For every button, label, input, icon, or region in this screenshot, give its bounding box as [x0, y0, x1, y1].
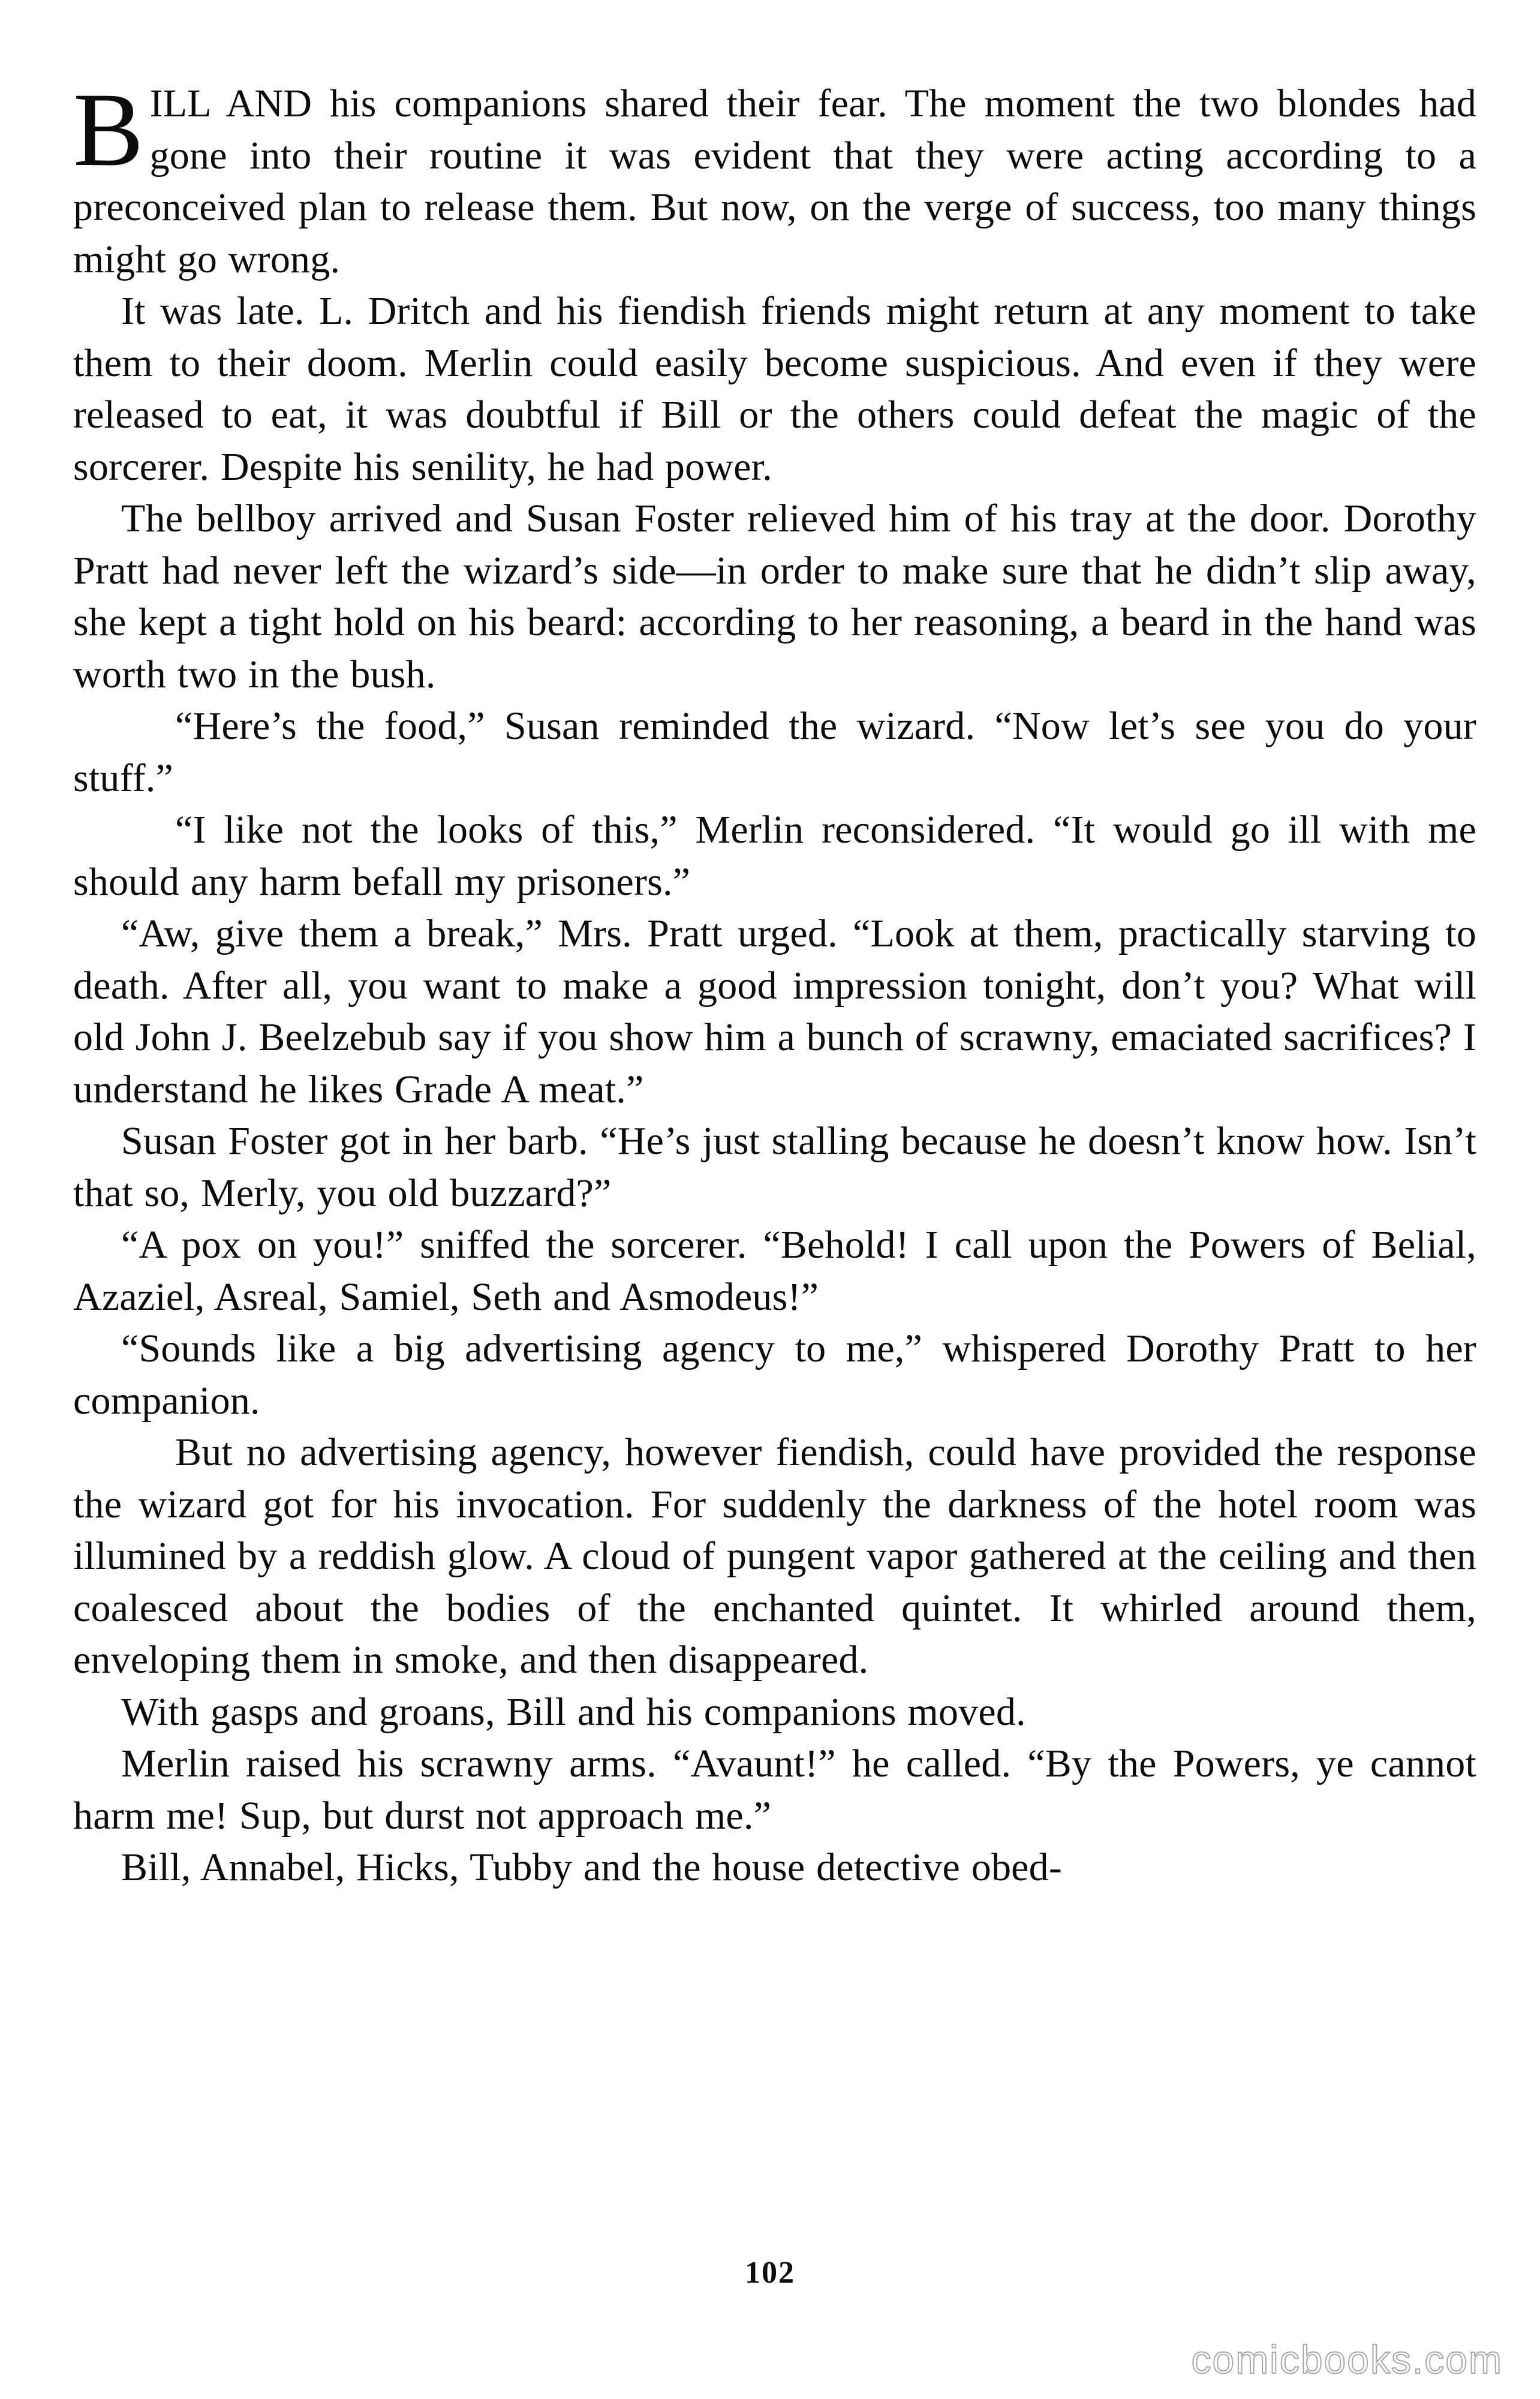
paragraph-3: The bellboy arrived and Susan Foster relieved him of his tray at the door. Dorothy Pratt had never left the wizard’s side—in order to make sure that he didn’t slip away, she kept a tight hold on his beard: according to her reasoning, a beard in the hand was worth two in the bush. [73, 497, 1476, 696]
paragraph-13: Bill, Annabel, Hicks, Tubby and the house detective obed- [121, 1845, 1063, 1889]
paragraph-1-text: ILL AND his companions shared their fear. The moment the two blondes had gone into their routine it was evident that they were acting according to a preconceived plan to release them. But now, on the verge of success, too many things might go wrong. [73, 82, 1476, 281]
watermark-logo: comicbooks.com [1191, 2337, 1503, 2382]
drop-cap: B [73, 71, 144, 188]
page-number: 102 [745, 2256, 795, 2290]
paragraph-11: With gasps and groans, Bill and his companions moved. [121, 1689, 1026, 1734]
paragraph-10: But no advertising agency, however fiendish, could have provided the response the wizard got for his invocation. For suddenly the darkness of the hotel room was illumined by a reddish glow. A cloud of pungent vapor gathered at the ceiling and then coalesced about the bodies of the enchanted quintet. It whirled around them, enveloping them in smoke, and then disappeared. [73, 1430, 1476, 1682]
paragraph-9: “Sounds like a big advertising agency to me,” whispered Dorothy Pratt to her companion. [73, 1327, 1476, 1423]
paragraph-1 [73, 71, 1476, 285]
paragraph-7: Susan Foster got in her barb. “He’s just stalling because he doesn’t know how. Isn’t that so, Merly, you old buzzard?” [73, 1119, 1476, 1215]
book-page [73, 71, 1476, 1894]
paragraph-8: “A pox on you!” sniffed the sorcerer. “Behold! I call upon the Powers of Belial, Azaziel, Asreal, Samiel, Seth and Asmodeus!” [73, 1223, 1476, 1319]
paragraph-5: “I like not the looks of this,” Merlin reconsidered. “It would go ill with me should any harm befall my prisoners.” [73, 808, 1476, 904]
paragraph-4: “Here’s the food,” Susan reminded the wizard. “Now let’s see you do your stuff.” [73, 704, 1476, 800]
paragraph-12: Merlin raised his scrawny arms. “Avaunt!” he called. “By the Powers, ye cannot harm me! Sup, but durst not approach me.” [73, 1742, 1476, 1838]
paragraph-2: It was late. L. Dritch and his fiendish friends might return at any moment to take them to their doom. Merlin could easily become suspicious. And even if they were released to eat, it was doubtful if Bill or the others could defeat the magic of the sorcerer. Despite his senility, he had power. [73, 289, 1476, 489]
paragraph-6: “Aw, give them a break,” Mrs. Pratt urged. “Look at them, practically starving to death. After all, you want to make a good impression tonight, don’t you? What will old John J. Beelzebub say if you show him a bunch of scrawny, emaciated sacrifices? I understand he likes Grade A meat.” [73, 912, 1476, 1111]
